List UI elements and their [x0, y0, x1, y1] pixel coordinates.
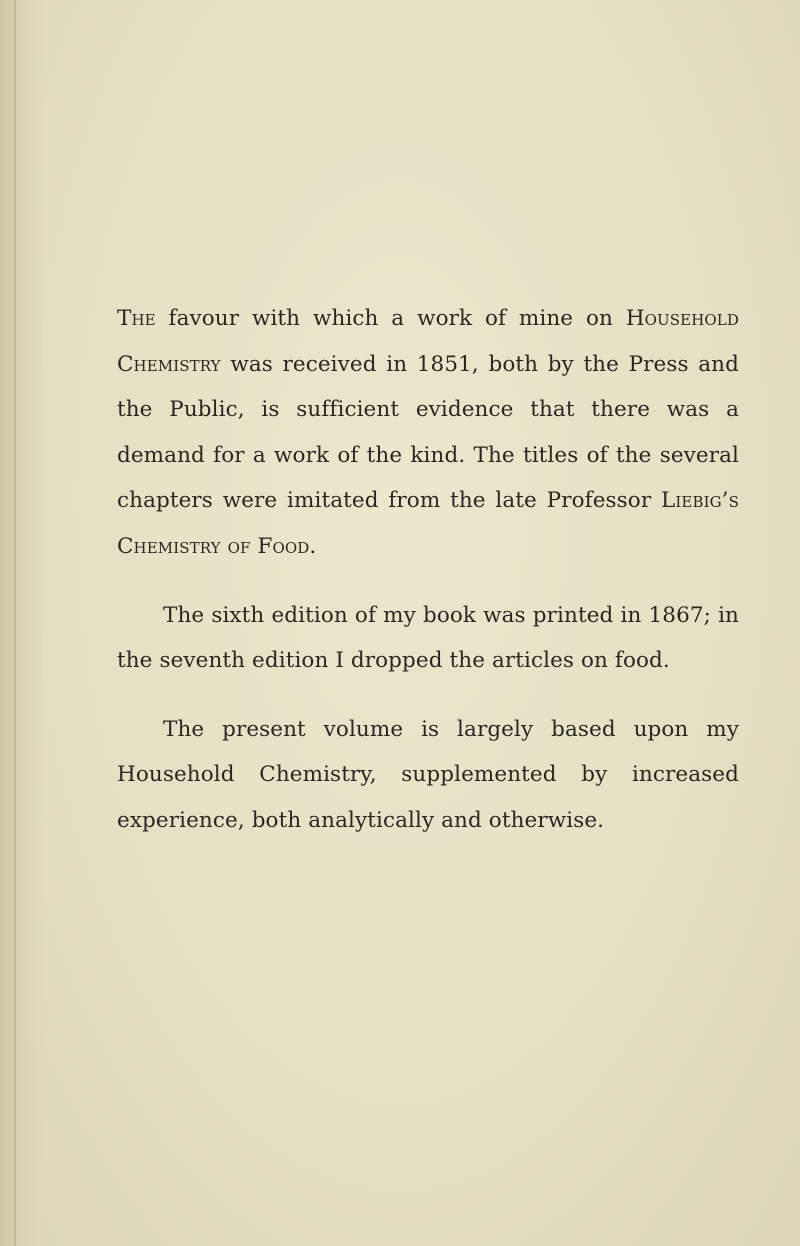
book-title-chemistry-of-food: Liebig’s Chemistry of Food: [117, 488, 739, 559]
gutter-fold-line: [14, 0, 16, 1246]
preface-text: [117, 296, 739, 844]
page-gutter-shadow: [0, 0, 44, 1246]
paragraph-1: [117, 296, 739, 570]
paragraph-1-text-b: was received in 1851, both by the Press and the Public, is sufficient evidence that there was a demand for a work of the kind. The titles of the several chapters were imitated from the late Professor: [117, 351, 739, 514]
opening-word: The: [117, 306, 156, 331]
book-title-household-chemistry: Household Chemistry: [117, 306, 739, 377]
paragraph-1-end: .: [309, 533, 317, 559]
paragraph-3: The present volume is largely based upon my Household Chemistry, supplemented by increased experience, both analytically and otherwise.: [117, 716, 739, 833]
paragraph-1-text-a: favour with which a work of mine on: [155, 306, 626, 331]
paragraph-2: The sixth edition of my book was printed in 1867; in the seventh edition I dropped the articles on food.: [117, 602, 739, 674]
